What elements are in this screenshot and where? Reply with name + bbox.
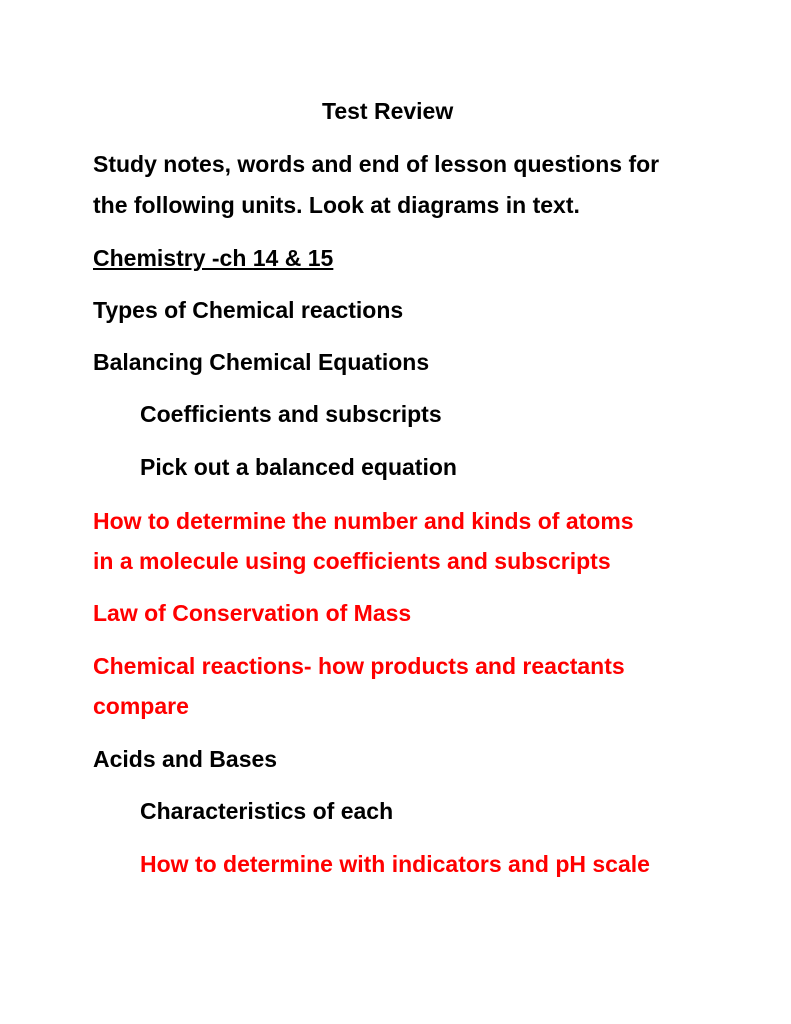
item-balancing-equations: Balancing Chemical Equations bbox=[93, 349, 430, 375]
subitem-coefficients: Coefficients and subscripts bbox=[140, 401, 442, 427]
subitem-indicators-ph: How to determine with indicators and pH scale bbox=[140, 851, 650, 877]
item-atoms-line-1: How to determine the number and kinds of atoms bbox=[93, 508, 634, 534]
item-types-of-reactions: Types of Chemical reactions bbox=[93, 297, 404, 323]
document-title: Test Review bbox=[322, 98, 454, 124]
item-acids-and-bases: Acids and Bases bbox=[93, 746, 278, 772]
subitem-pick-balanced: Pick out a balanced equation bbox=[140, 454, 457, 480]
item-atoms-line-2: in a molecule using coefficients and subscripts bbox=[93, 548, 611, 574]
intro-line-2: the following units. Look at diagrams in text. bbox=[93, 192, 580, 218]
section-heading-chemistry: Chemistry -ch 14 & 15 bbox=[93, 245, 334, 271]
item-reactions-line-2: compare bbox=[93, 693, 189, 719]
item-reactions-line-1: Chemical reactions- how products and reactants bbox=[93, 653, 625, 679]
item-conservation-of-mass: Law of Conservation of Mass bbox=[93, 600, 412, 626]
intro-line-1: Study notes, words and end of lesson questions for bbox=[93, 151, 660, 177]
subitem-characteristics: Characteristics of each bbox=[140, 798, 394, 824]
